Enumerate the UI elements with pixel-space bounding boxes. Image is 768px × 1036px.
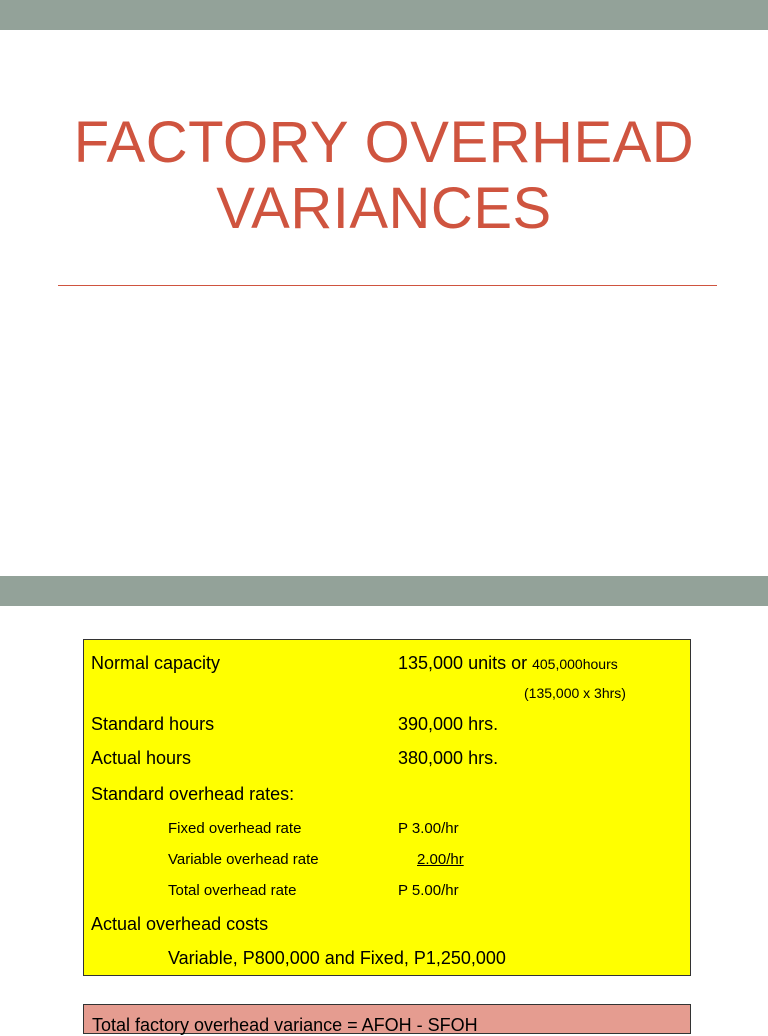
actual-hours-value: 380,000 hrs. — [398, 748, 499, 768]
variable-rate-label: Variable overhead rate — [168, 851, 319, 868]
slide-top-band — [0, 0, 768, 30]
slide-title — [0, 110, 768, 242]
title-line-1: FACTORY OVERHEAD — [73, 110, 695, 175]
normal-capacity-calc: (135,000 x 3hrs) — [524, 685, 626, 701]
title-line-2: VARIANCES — [216, 176, 552, 241]
actual-costs-detail: Variable, P800,000 and Fixed, P1,250,000 — [168, 948, 506, 968]
normal-capacity-hours: 405,000hours — [532, 656, 618, 672]
fixed-rate-label: Fixed overhead rate — [168, 820, 302, 837]
rates-heading: Standard overhead rates: — [91, 784, 295, 804]
standard-hours-value: 390,000 hrs. — [398, 714, 499, 734]
total-rate-label: Total overhead rate — [168, 882, 297, 899]
normal-capacity-value — [398, 653, 618, 674]
actual-costs-label: Actual overhead costs — [91, 914, 269, 934]
fixed-rate-value: P 3.00/hr — [398, 820, 459, 837]
actual-hours-label: Actual hours — [91, 748, 192, 768]
total-rate-value: P 5.00/hr — [398, 882, 459, 899]
standard-hours-label: Standard hours — [91, 714, 215, 734]
normal-capacity-label: Normal capacity — [91, 653, 221, 673]
data-box — [83, 639, 691, 976]
title-divider — [58, 285, 717, 286]
formula-text: Total factory overhead variance = AFOH - SFOH — [92, 1015, 478, 1035]
formula-box — [83, 1004, 691, 1034]
normal-capacity-units: 135,000 units or — [398, 653, 528, 673]
variable-rate-value: 2.00/hr — [417, 851, 464, 868]
slide-separator-band — [0, 576, 768, 606]
